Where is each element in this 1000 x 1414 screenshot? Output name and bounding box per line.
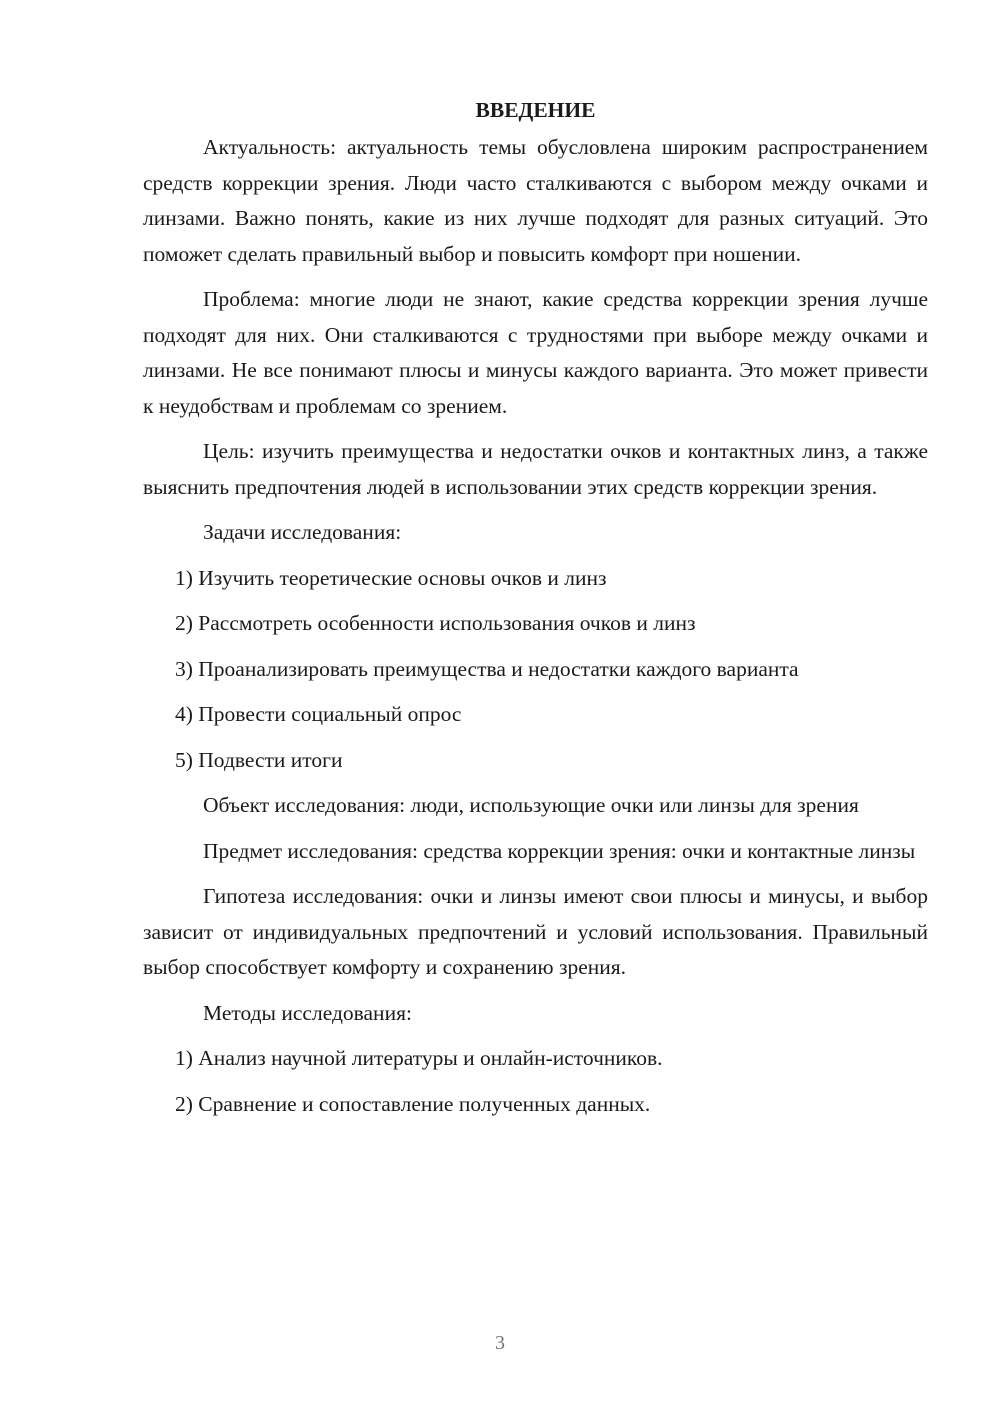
list-item: 2) Сравнение и сопоставление полученных данных. (175, 1091, 651, 1116)
list-item: 1) Анализ научной литературы и онлайн-источников. (175, 1046, 663, 1070)
list-item: 4) Провести социальный опрос (175, 702, 462, 726)
tasks-list (143, 561, 928, 779)
list-item: 2) Рассмотреть особенности использования очков и линз (175, 611, 696, 635)
list-item: 1) Изучить теоретические основы очков и линз (175, 565, 607, 590)
object-paragraph: Объект исследования: люди, использующие очки или линзы для зрения (203, 793, 859, 817)
page-content (143, 92, 928, 1132)
methods-list (143, 1041, 928, 1122)
problem-paragraph: Проблема: многие люди не знают, какие средства коррекции зрения лучше подходят для них. Они сталкиваются с трудностями при выборе между очками и линзами. Не все понимают плюсы и минусы каждого варианта. Это может привести к неудобствам и проблемам со зрением. (143, 287, 928, 418)
list-item: 5) Подвести итоги (175, 747, 343, 772)
subject-paragraph: Предмет исследования: средства коррекции зрения: очки и контактные линзы (203, 838, 916, 863)
tasks-title: Задачи исследования: (203, 520, 402, 544)
hypothesis-paragraph: Гипотеза исследования: очки и линзы имеют свои плюсы и минусы, и выбор зависит от индивидуальных предпочтений и условий использования. Правильный выбор способствует комфорту и сохранению зрения. (143, 884, 928, 979)
methods-title: Методы исследования: (203, 1000, 412, 1025)
relevance-paragraph: Актуальность: актуальность темы обусловлена широким распространением средств коррекции зрения. Люди часто сталкиваются с выбором между очками и линзами. Важно понять, какие из них лучше подходят для разных ситуаций. Это поможет сделать правильный выбор и повысить комфорт при ношении. (143, 135, 928, 266)
page-number: 3 (495, 1332, 505, 1354)
section-heading: ВВЕДЕНИЕ (475, 98, 596, 122)
list-item: 3) Проанализировать преимущества и недостатки каждого варианта (175, 656, 799, 681)
goal-paragraph: Цель: изучить преимущества и недостатки очков и контактных линз, а также выяснить предпочтения людей в использовании этих средств коррекции зрения. (143, 439, 928, 499)
